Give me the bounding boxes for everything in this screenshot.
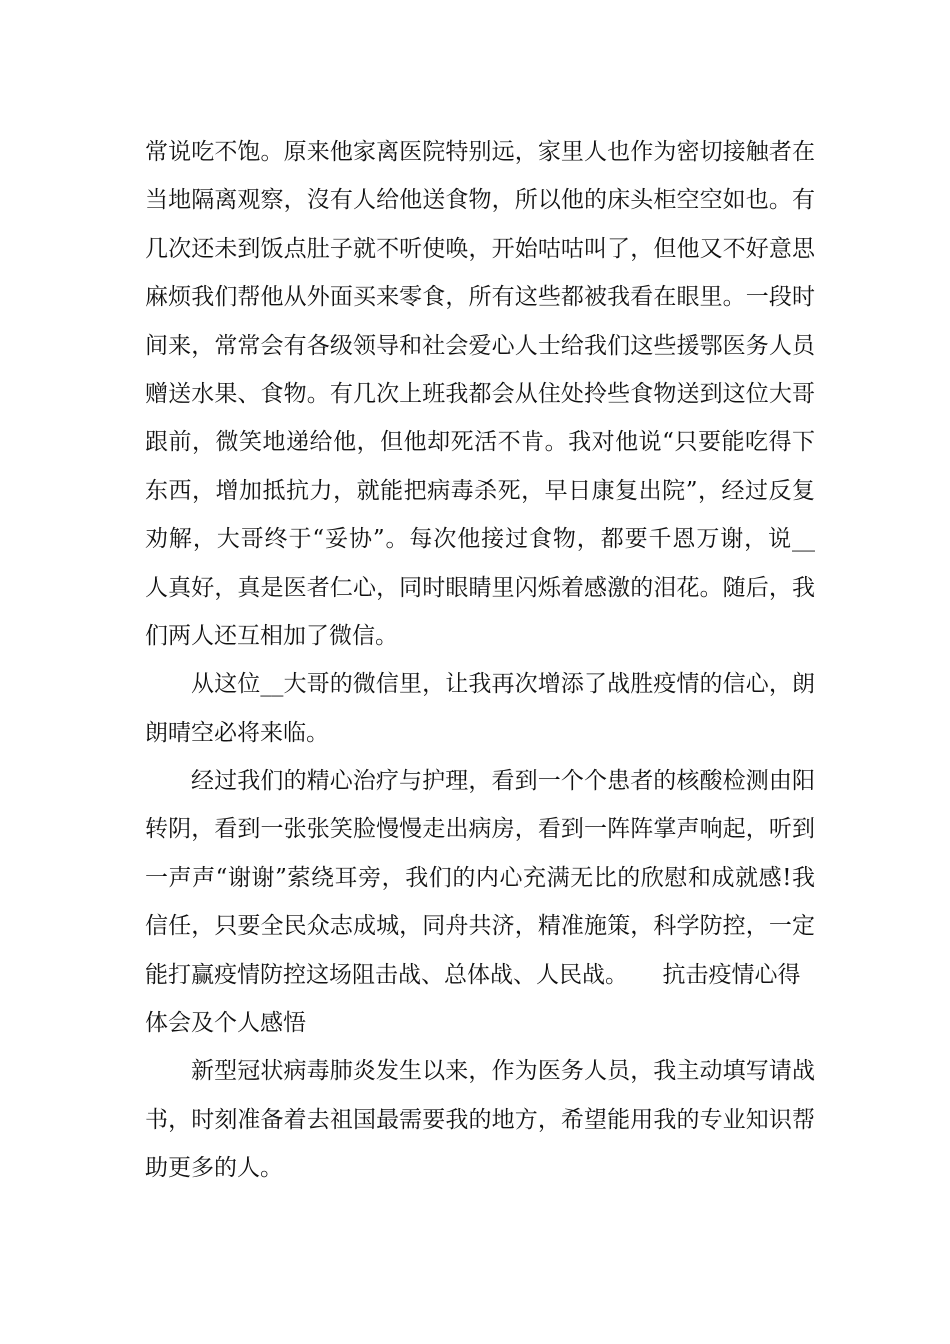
text-line: 当地隔离观察，沒有人给他送食物，所以他的床头柜空空如也。有: [145, 187, 815, 214]
text-line: 东西，增加抵抗力，就能把病毒杀死，早日康复出院”，经过反复: [145, 477, 815, 504]
text-line: 常说吃不饱。原来他家离医院特别远，家里人也作为密切接触者在: [145, 139, 815, 165]
text-line: 人真好，真是医者仁心，同时眼睛里闪烁着感激的泪花。随后，我: [145, 574, 815, 601]
text-line: 信任，只要全民众志成城，同舟共济，精准施策，科学防控，一定: [145, 913, 815, 940]
text-line: 劝解，大哥终于“妥协”。每次他接过食物，都要千恩万谢，说__: [145, 526, 815, 553]
text-line: 转阴，看到一张张笑脸慢慢走出病房，看到一阵阵掌声响起，听到: [145, 816, 815, 843]
text-line: 体会及个人感悟: [145, 1010, 306, 1037]
text-line: 朗晴空必将来临。: [145, 719, 329, 746]
text-line: 从这位__大哥的微信里，让我再次增添了战胜疫情的信心，朗: [191, 671, 815, 698]
text-line: 们两人还互相加了微信。: [145, 622, 398, 649]
text-line: 跟前，微笑地递给他，但他却死活不肯。我对他说“只要能吃得下: [145, 429, 815, 456]
text-line: 经过我们的精心治疗与护理，看到一个个患者的核酸检测由阳: [191, 768, 815, 795]
text-line: 间来，常常会有各级领导和社会爱心人士给我们这些援鄂医务人员: [145, 332, 815, 359]
text-line: 助更多的人。: [145, 1155, 283, 1182]
text-line: 书，时刻准备着去祖国最需要我的地方，希望能用我的专业知识帮: [145, 1106, 815, 1133]
text-line: 麻烦我们帮他从外面买来零食，所有这些都被我看在眼里。一段时: [145, 284, 815, 311]
text-line: 新型冠状病毒肺炎发生以来，作为医务人员，我主动填写请战: [191, 1058, 815, 1085]
document-body: [145, 128, 815, 1193]
text-line: 赠送水果、食物。有几次上班我都会从住处拎些食物送到这位大哥: [145, 380, 815, 407]
text-line: 能打赢疫情防控这场阻击战、总体战、人民战。 抗击疫情心得: [145, 961, 801, 988]
text-line: 一声声“谢谢”萦绕耳旁，我们的内心充满无比的欣慰和成就感!我: [145, 864, 815, 891]
text-line: 几次还未到饭点肚子就不听使唤，开始咕咕叫了，但他又不好意思: [145, 235, 815, 262]
